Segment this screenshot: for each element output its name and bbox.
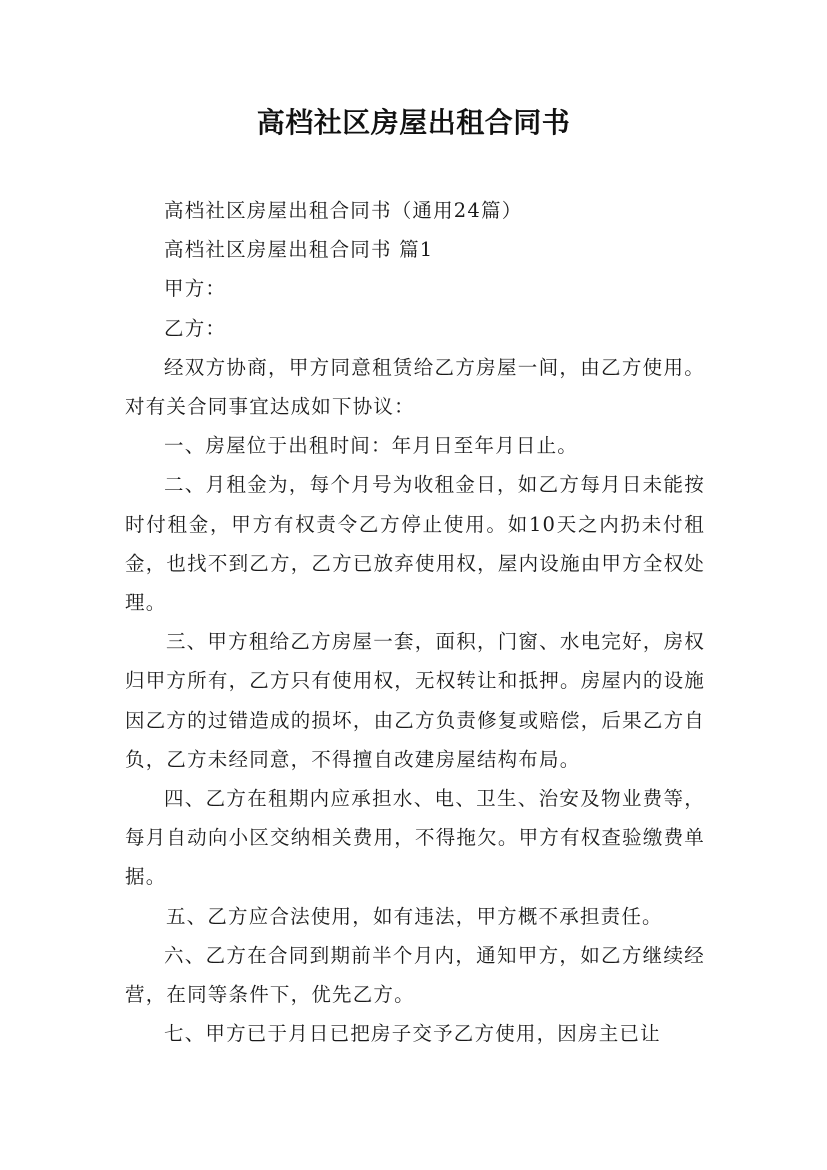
party-b-line: 乙方：	[164, 316, 227, 340]
clause-1: 一、房屋位于出租时间：年月日至年月日止。	[164, 434, 579, 458]
clause-5: 五、乙方应合法使用，如有违法，甲方概不承担责任。	[165, 904, 663, 928]
document-title: 高档社区房屋出租合同书	[256, 106, 571, 139]
clause-3: 三、甲方租给乙方房屋一套，面积，门窗、水电完好，房权归甲方所有，乙方只有使用权，无权转让和抵押。房屋内的设施因乙方的过错造成的损坏，由乙方负责修复或赔偿，后果乙方自负，乙方未经同意，不得擅自改建房屋结构布局。	[125, 630, 705, 771]
clause-4: 四、乙方在租期内应承担水、电、卫生、治安及物业费等，每月自动向小区交纳相关费用，不得拖欠。甲方有权查验缴费单据。	[125, 787, 705, 889]
party-a-line: 甲方：	[164, 277, 227, 301]
document-body	[125, 191, 705, 1053]
section-heading: 高档社区房屋出租合同书 篇1	[164, 238, 434, 262]
clause-7: 七、甲方已于月日已把房子交予乙方使用，因房主已让	[164, 1022, 661, 1046]
subtitle-paragraph: 高档社区房屋出租合同书（通用24篇）	[164, 199, 523, 222]
intro-paragraph: 经双方协商，甲方同意租赁给乙方房屋一间，由乙方使用。对有关合同事宜达成如下协议：	[125, 355, 705, 419]
clause-2: 二、月租金为，每个月号为收租金日，如乙方每月日未能按时付租金，甲方有权责令乙方停止使用。如10天之内扔未付租金，也找不到乙方，乙方已放弃使用权，屋内设施由甲方全权处理。	[125, 473, 705, 615]
clause-6: 六、乙方在合同到期前半个月内，通知甲方，如乙方继续经营，在同等条件下，优先乙方。	[125, 943, 705, 1007]
